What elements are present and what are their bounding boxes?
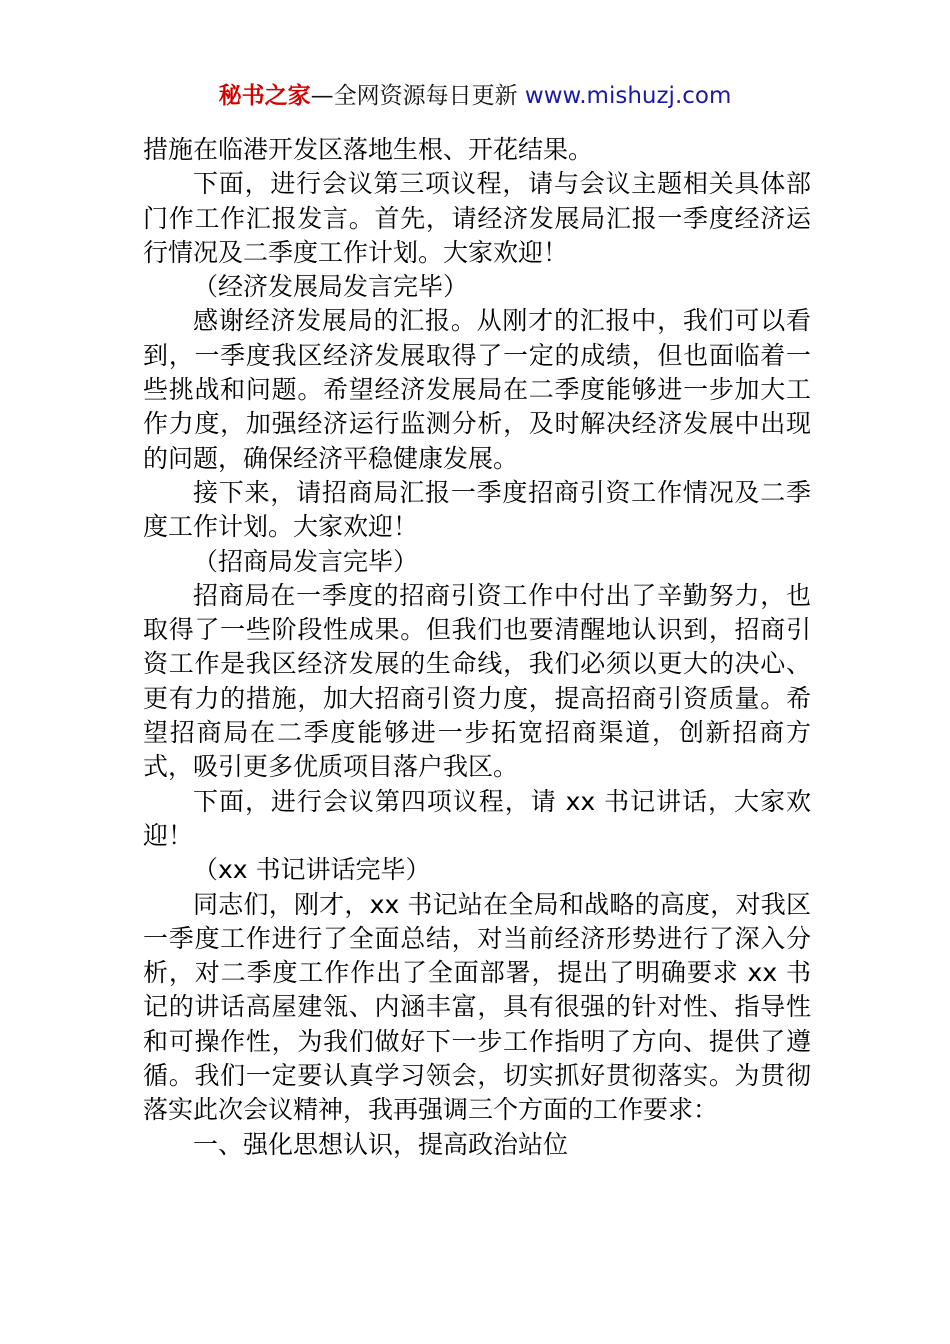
header-tagline: —全网资源每日更新 (310, 83, 518, 109)
paragraph: 下面，进行会议第四项议程，请 xx 书记讲话，大家欢迎！ (143, 786, 811, 850)
brand-name: 秘书之家 (218, 83, 311, 109)
stage-note: （xx 书记讲话完毕） (193, 855, 431, 885)
stage-note: （招商局发言完毕） (193, 546, 419, 576)
section-heading: 一、强化思想认识，提高政治站位 (193, 1129, 569, 1159)
stage-note: （经济发展局发言完毕） (193, 272, 469, 302)
site-url-link[interactable]: www.mishuzj.com (524, 83, 732, 109)
document-body (143, 133, 811, 1162)
site-header (0, 80, 950, 112)
paragraph: 招商局在一季度的招商引资工作中付出了辛勤努力，也取得了一些阶段性成果。但我们也要清醒地认识到，招商引资工作是我区经济发展的生命线，我们必须以更大的决心、更有力的措施，加大招商引资力度，提高招商引资质量。希望招商局在二季度能够进一步拓宽招商渠道，创新招商方式，吸引更多优质项目落户我区。 (143, 580, 811, 782)
paragraph: 感谢经济发展局的汇报。从刚才的汇报中，我们可以看到，一季度我区经济发展取得了一定的成绩，但也面临着一些挑战和问题。希望经济发展局在二季度能够进一步加大工作力度，加强经济运行监测分析，及时解决经济发展中出现的问题，确保经济平稳健康发展。 (143, 306, 811, 473)
paragraph: 同志们，刚才，xx 书记站在全局和战略的高度，对我区一季度工作进行了全面总结，对当前经济形势进行了深入分析，对二季度工作作出了全面部署，提出了明确要求 xx 书记的讲话高屋建瓴、内涵丰富，具有很强的针对性、指导性和可操作性，为我们做好下一步工作指明了方向、提供了遵循。我们一定要认真学习领会，切实抓好贯彻落实。为贯彻落实此次会议精神，我再强调三个方面的工作要求： (143, 889, 811, 1125)
paragraph: 接下来，请招商局汇报一季度招商引资工作情况及二季度工作计划。大家欢迎！ (143, 477, 811, 542)
paragraph: 下面，进行会议第三项议程，请与会议主题相关具体部门作工作汇报发言。首先，请经济发展局汇报一季度经济运行情况及二季度工作计划。大家欢迎！ (143, 169, 811, 267)
paragraph-continuation: 措施在临港开发区落地生根、开花结果。 (143, 135, 594, 164)
